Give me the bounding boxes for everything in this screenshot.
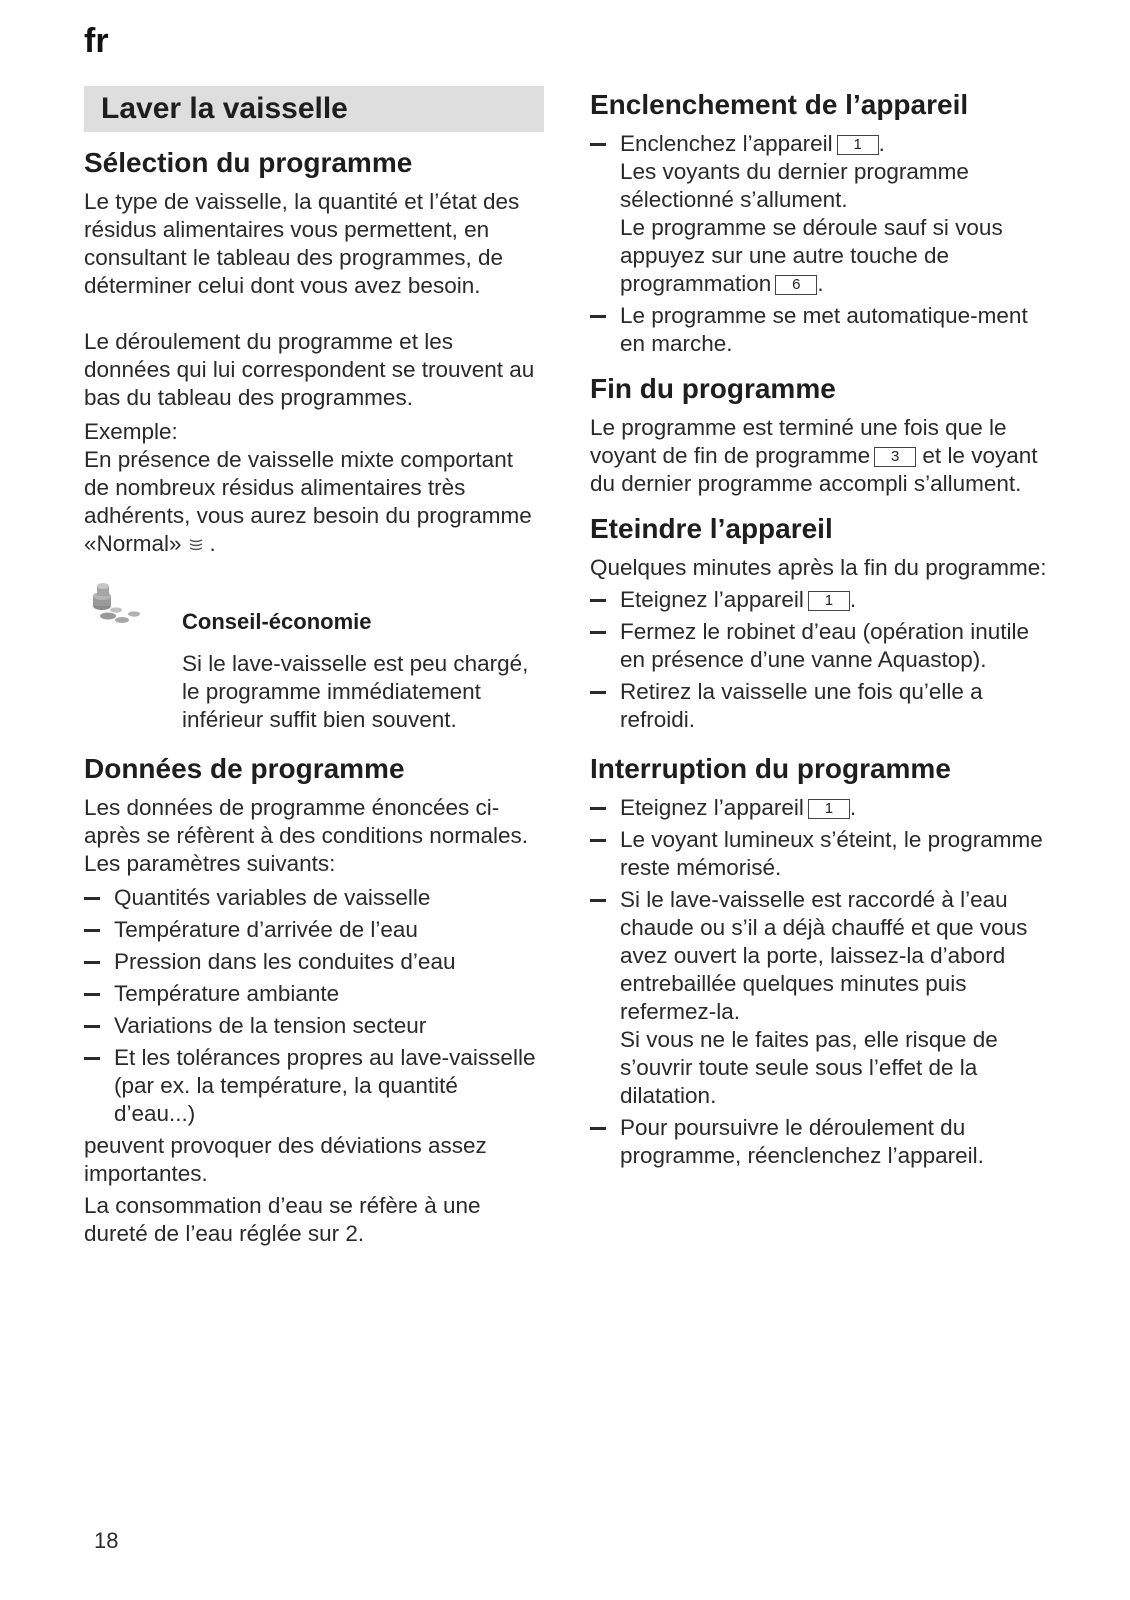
normal-program-icon (188, 538, 204, 552)
list-item: Et les tolérances propres au lave-vaisselle (par ex. la température, la quantité d’eau...) (84, 1044, 544, 1128)
dash-bullet (590, 826, 620, 882)
example-end: . (209, 531, 216, 556)
dash-bullet (84, 1044, 114, 1128)
economy-tip (84, 578, 544, 734)
list-item: Fermez le robinet d’eau (opération inutile en présence d’une vanne Aquastop). (590, 618, 1050, 674)
language-code: fr (84, 22, 109, 60)
coins-icon (84, 578, 182, 638)
tip-text: Si le lave-vaisselle est peu chargé, le programme immédiatement inférieur suffit bien souvent. (182, 651, 529, 732)
end-heading: Fin du programme (590, 373, 836, 404)
list-item: Le voyant lumineux s’éteint, le programme reste mémorisé. (590, 826, 1050, 882)
program-data-paragraph-4: La consommation d’eau se réfère à une dureté de l’eau réglée sur 2. (84, 1193, 481, 1246)
list-item: Quantités variables de vaisselle (84, 884, 544, 912)
end-paragraph: Le programme est terminé une fois que le voyant de fin de programme 3 et le voyant du dernier programme accompli s’allument. (590, 415, 1038, 496)
section-title: Laver la vaisselle (84, 86, 544, 132)
list-item: Si le lave-vaisselle est raccordé à l’eau chaude ou s’il a déjà chauffé et que vous avez ouvert la porte, laissez-la d’abord entrebaillée quelques minutes puis refermez-la. Si vous ne le faites pas, elle risque de s’ouvrir toute seule sous l’effet de la dilatation. (590, 886, 1050, 1110)
dash-bullet (590, 586, 620, 614)
dash-bullet (84, 884, 114, 912)
dash-bullet (84, 980, 114, 1008)
dash-bullet (84, 1012, 114, 1040)
program-data-paragraph-1: Les données de programme énoncées ci-après se réfèrent à des conditions normales. (84, 795, 528, 848)
parameter-list (84, 884, 544, 1128)
switch-off-intro: Quelques minutes après la fin du programme: (590, 555, 1047, 580)
end-indicator-label: 3 (874, 447, 916, 467)
dash-bullet (590, 678, 620, 734)
list-item: Retirez la vaisselle une fois qu’elle a refroidi. (590, 678, 1050, 734)
example-label: Exemple: (84, 419, 178, 444)
dash-bullet (84, 916, 114, 944)
program-data-heading: Données de programme (84, 753, 405, 784)
list-item: Température d’arrivée de l’eau (84, 916, 544, 944)
selection-paragraph-2: Le déroulement du programme et les données qui lui correspondent se trouvent au bas du tableau des programmes. (84, 329, 535, 410)
list-item: Variations de la tension secteur (84, 1012, 544, 1040)
tip-title: Conseil-économie (182, 609, 372, 634)
left-column (84, 86, 544, 1248)
dash-bullet (590, 618, 620, 674)
list-item: Température ambiante (84, 980, 544, 1008)
list-item: Eteignez l’appareil 1 . (590, 586, 1050, 614)
list-item: Pour poursuivre le déroulement du programme, réenclenchez l’appareil. (590, 1114, 1050, 1170)
program-key-label: 6 (775, 275, 817, 295)
selection-heading: Sélection du programme (84, 147, 413, 178)
program-data-paragraph-3: peuvent provoquer des déviations assez importantes. (84, 1133, 487, 1186)
dash-bullet (590, 886, 620, 1110)
dash-bullet (84, 948, 114, 976)
list-item: Pression dans les conduites d’eau (84, 948, 544, 976)
interrupt-heading: Interruption du programme (590, 753, 951, 784)
selection-paragraph-1: Le type de vaisselle, la quantité et l’état des résidus alimentaires vous permettent, en consultant le tableau des programmes, de déterminer celui dont vous avez besoin. (84, 189, 520, 298)
list-item: Eteignez l’appareil 1 . (590, 794, 1050, 822)
example-text: En présence de vaisselle mixte comportant de nombreux résidus alimentaires très adhérents, vous aurez besoin du programme «Normal» (84, 447, 532, 556)
list-item: Le programme se met automatique-ment en marche. (590, 302, 1050, 358)
page-number: 18 (94, 1528, 119, 1553)
dash-bullet (590, 130, 620, 298)
program-data-paragraph-2: Les paramètres suivants: (84, 851, 336, 876)
power-key-label: 1 (808, 799, 850, 819)
switch-off-heading: Eteindre l’appareil (590, 513, 833, 544)
power-key-label: 1 (808, 591, 850, 611)
switch-on-heading: Enclenchement de l’appareil (590, 89, 969, 120)
right-column (590, 88, 1050, 1174)
power-key-label: 1 (837, 135, 879, 155)
list-item: Enclenchez l’appareil 1 . Les voyants du dernier programme sélectionné s’allument. Le programme se déroule sauf si vous appuyez sur une autre touche de programmation 6 . (590, 130, 1050, 298)
dash-bullet (590, 302, 620, 358)
dash-bullet (590, 794, 620, 822)
example-paragraph (84, 446, 544, 558)
dash-bullet (590, 1114, 620, 1170)
